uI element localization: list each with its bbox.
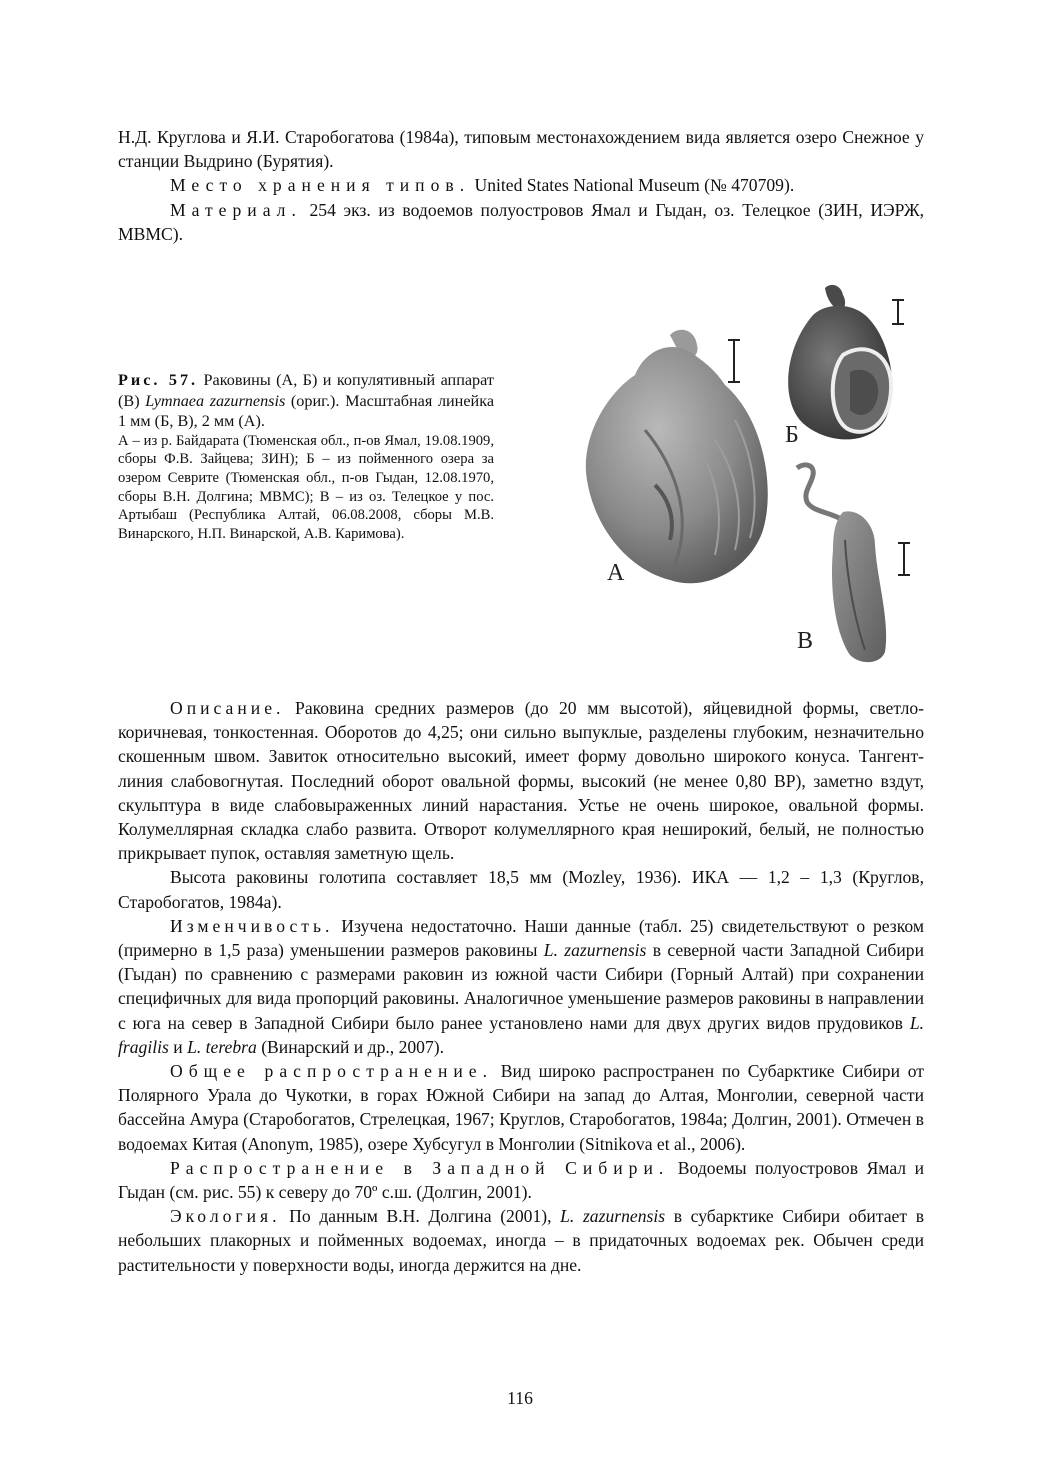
species-name: L. terebra (187, 1036, 257, 1057)
figure-caption (118, 370, 494, 543)
material-text: 254 экз. из водоемов полуостровов Ямал и Гыдан, оз. Телецкое (ЗИН, ИЭРЖ, МВМС). (118, 199, 924, 244)
variability-paragraph: Изменчивость. Изучена недостаточно. Наши данные (табл. 25) свидетельствуют о резком (примерно в 1,5 раза) уменьшении размеров раковины L. zazurnensis в северной части Западной Сибири (Гыдан) по сравнению с размерами раковин из южной части Сибири (Горный Алтай) при сохранении специфичных для вида пропорций раковины. Аналогичное уменьшение размеров раковины в направлении с юга на север в Западной Сибири было ранее установлено нами для двух других видов прудовиков L. fragilis и L. terebra (Винарский и др., 2007). (118, 915, 924, 1057)
description-paragraph (118, 696, 924, 865)
general-distribution-label: Общее распространение. (170, 1061, 493, 1082)
ecology-label: Экология. (170, 1206, 281, 1227)
description-text: Раковина средних размеров (до 20 мм высотой), яйцевидной формы, светло-коричневая, тонкостенная. Оборотов до 4,25; они сильно выпуклые, разделены глубоким, незначительно скошенным швом. Завиток относительно высокий, имеет форму довольно широкого конуса. Тангент-линия слабовогнутая. Последний оборот овальной формы, высокий (не менее 0,80 ВР), заметно вздут, скульптура в виде слабовыраженных линий нарастания. Устье не очень широкое, овальной формы. Колумеллярная складка слабо развита. Отворот колумеллярного края неширокий, белый, не полностью прикрывает пупок, оставляя заметную щель. (118, 698, 924, 864)
scale-bar-v (898, 543, 910, 575)
intro-section (118, 125, 924, 246)
west-siberia-distribution-paragraph: Распространение в Западной Сибири. Водоемы полуостровов Ямал и Гыдан (см. рис. 55) к северу до 70º с.ш. (Долгин, 2001). (118, 1157, 925, 1203)
species-name: L. zazurnensis (543, 940, 647, 961)
caption-species: Lymnaea zazurnensis (145, 391, 286, 410)
west-siberia-label: Распространение в Западной Сибири. (170, 1157, 670, 1178)
caption-text-1: Раковины (А, Б) и копулятивный аппарат (В) (118, 371, 494, 410)
caption-detail: А – из р. Байдарата (Тюменская обл., п-ов Ямал, 19.08.1909, сборы Ф.В. Зайцева; ЗИН); Б – из пойменного озера за озером Севрите (Тюменская обл., п-ов Гыдан, 12.08.1970, сборы В.Н. Долгина; МВМС); В – из оз. Телецкое у пос. Артыбаш (Республика Алтай, 06.08.2008, сборы М.В. Винарского, Н.П. Винарской, А.В. Каримова). (118, 432, 494, 542)
description-label: Описание. (170, 698, 285, 718)
scale-bar-a (728, 340, 740, 382)
type-depository-text: United States National Museum (№ 470709). (470, 175, 795, 196)
variability-label: Изменчивость. (170, 915, 334, 936)
caption-text-2: (ориг.). Масштабная линейка 1 мм (Б, В), 2 мм (А). (118, 391, 494, 431)
figure-label: Рис. 57. (118, 371, 199, 389)
holotype-height-paragraph: Высота раковины голотипа составляет 18,5 мм (Mozley, 1936). ИКА — 1,2 – 1,3 (Круглов, Старобогатов, 1984а). (118, 867, 924, 912)
type-locality-paragraph: Н.Д. Круглова и Я.И. Старобогатова (1984а), типовым местонахождением вида является озеро Снежное у станции Выдрино (Бурятия). (118, 127, 924, 172)
main-text (118, 696, 924, 1277)
type-depository-label: Место хранения типов. (170, 175, 471, 196)
type-depository-paragraph (118, 173, 924, 197)
label-b: Б (785, 422, 799, 448)
label-a: А (607, 560, 625, 586)
shell-b-image (788, 285, 892, 440)
label-v: В (797, 628, 814, 654)
material-paragraph (118, 198, 924, 246)
ecology-paragraph: Экология. По данным В.Н. Долгина (2001), L. zazurnensis в субарктике Сибири обитает в небольших плакорных и пойменных водоемах, иногда – в придаточных водоемах рек. Обычен среди растительности у поверхности воды, иногда держится на дне. (118, 1206, 924, 1275)
species-name: L. zazurnensis (560, 1206, 666, 1227)
general-distribution-paragraph: Общее распространение. Вид широко распространен по Субарктике Сибири от Полярного Урала до Чукотки, в горах Южной Сибири на запад до Алтая, Монголии, северной части бассейна Амура (Старобогатов, Стрелецкая, 1967; Круглов, Старобогатов, 1984а; Долгин, 2001). Отмечен в водоемах Китая (Anonym, 1985), озере Хубсугул в Монголии (Sitnikova et al., 2006). (118, 1061, 924, 1154)
species-name: L. fragilis (118, 1012, 924, 1057)
shell-a-image (586, 330, 768, 583)
scale-bar-b (892, 300, 904, 324)
material-label: Материал. (170, 199, 302, 220)
page-number: 116 (507, 1388, 533, 1408)
shell-figure (575, 280, 935, 665)
